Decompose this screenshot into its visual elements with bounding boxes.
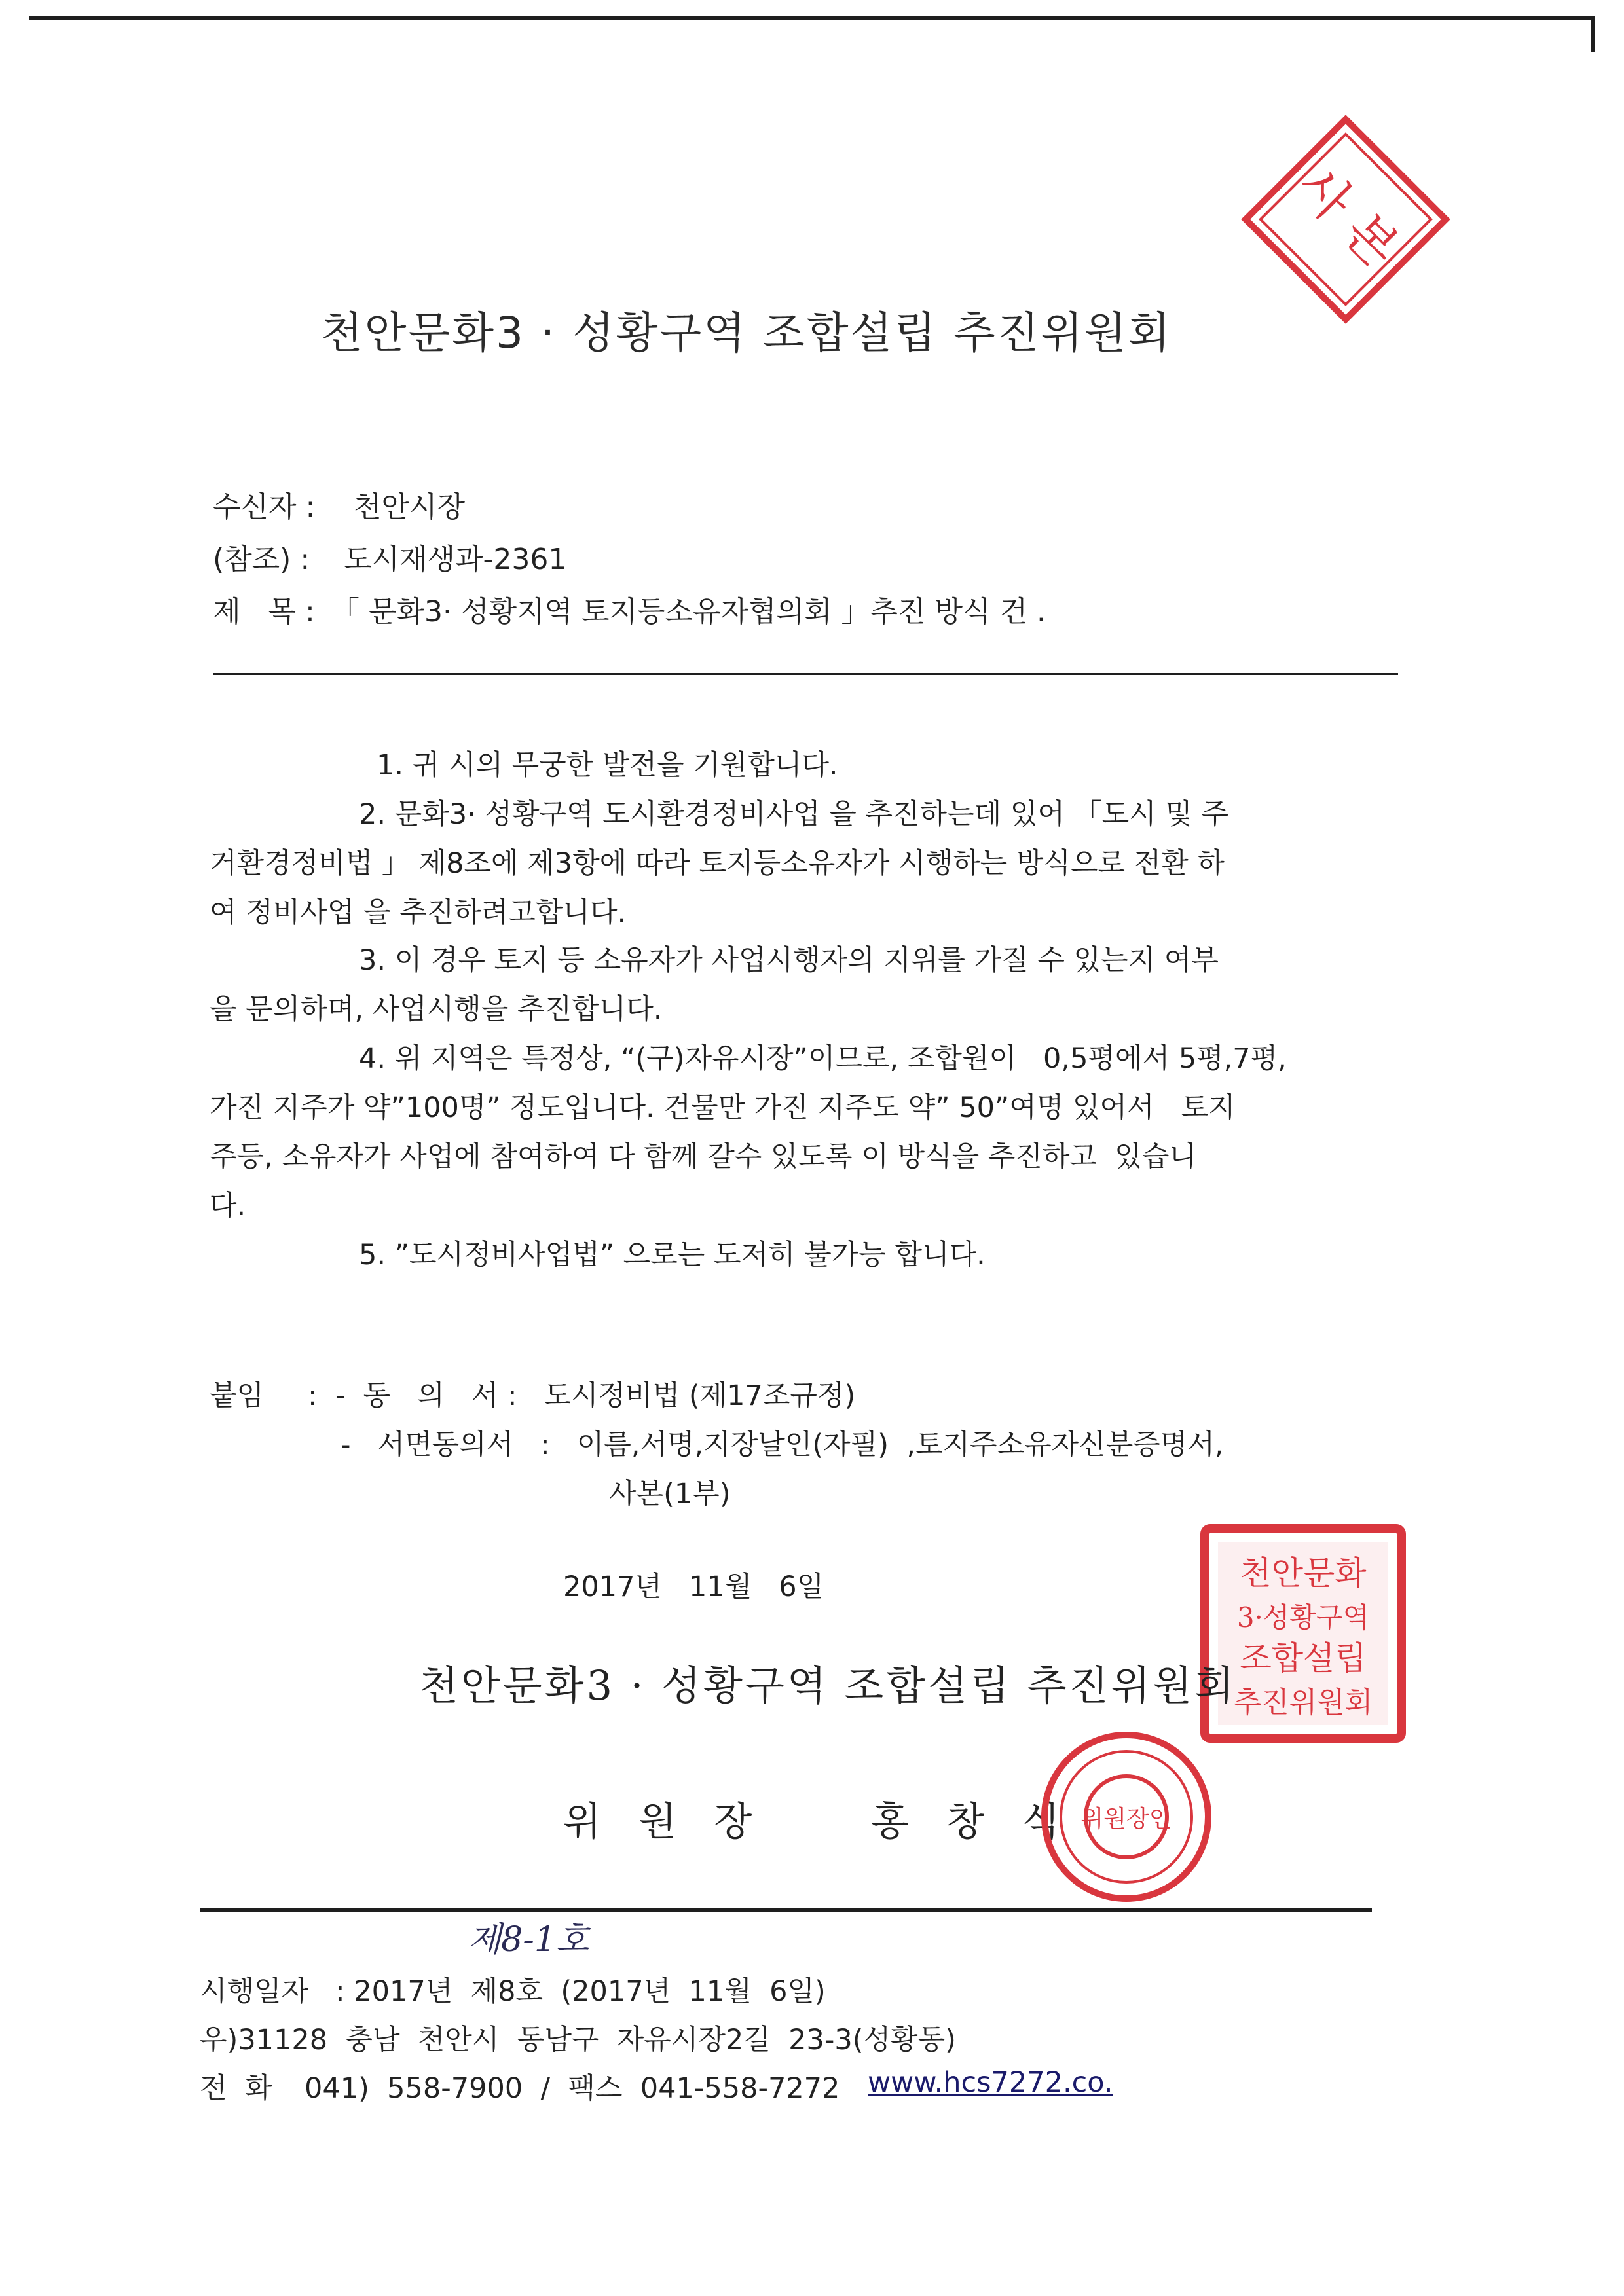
paragraph-4-line-3: 주등, 소유자가 사업에 참여하여 다 함께 갈수 있도록 이 방식을 추진하고 있습니: [210, 1140, 1196, 1173]
top-border-corner: [1591, 16, 1595, 52]
address: 우)31128 충남 천안시 동남구 자유시장2길 23-3(성황동): [200, 2024, 956, 2056]
website-link[interactable]: www.hcs7272.co.: [868, 2066, 1113, 2099]
seal-line-2: 3·성황구역: [1236, 1601, 1370, 1633]
paragraph-3-line-1: 3. 이 경우 토지 등 소유자가 사업시행자의 지위를 가질 수 있는지 여부: [359, 944, 1219, 977]
top-border-rule: [29, 16, 1595, 20]
phone-fax: 041) 558-7900 / 팩스 041-558-7272: [304, 2072, 840, 2105]
paragraph-1: 1. 귀 시의 무궁한 발전을 기원합니다.: [377, 749, 838, 782]
seal-line-1: 천안문화: [1240, 1554, 1367, 1592]
chairman-seal: [1038, 1728, 1215, 1905]
handwritten-note: [462, 1912, 632, 1964]
paragraph-4-line-4: 다.: [210, 1190, 246, 1222]
reference-label: (참조) :: [213, 543, 310, 576]
document-title: 천안문화3 · 성황구역 조합설립 추진위원회: [321, 308, 1172, 358]
subject: 「 문화3· 성황지역 토지등소유자협의회 」추진 방식 건 .: [331, 595, 1046, 629]
paragraph-3-line-2: 을 문의하며, 사업시행을 추진합니다.: [210, 993, 663, 1026]
paragraph-4-line-1: 4. 위 지역은 특정상, “(구)자유시장”이므로, 조합원이 0,5평에서 5평,7평,: [359, 1042, 1287, 1075]
attachment-item-2-cont: 사본(1부): [609, 1478, 731, 1510]
attachment-label: 붙임: [210, 1379, 265, 1412]
handwritten-note-text: 제8-1호: [468, 1920, 589, 1959]
reference: 도시재생과-2361: [344, 543, 567, 576]
organization-name: 천안문화3 · 성황구역 조합설립 추진위원회: [419, 1662, 1237, 1709]
paragraph-2-line-2: 거환경정비법 」 제8조에 제3항에 따라 토지등소유자가 시행하는 방식으로 전환 하: [210, 847, 1225, 880]
header-divider: [213, 673, 1398, 675]
seal-line-4: 추진위원회: [1233, 1686, 1373, 1719]
enforcement-info: 시행일자 : 2017년 제8호 (2017년 11월 6일): [200, 1975, 826, 2008]
copy-stamp: [1234, 108, 1456, 330]
seal-line-3: 조합설립: [1240, 1639, 1367, 1677]
phone-label: 전 화: [200, 2072, 272, 2105]
paragraph-5: 5. ”도시정비사업법” 으로는 도저히 불가능 합니다.: [359, 1239, 986, 1271]
attachment-item-2: - 서면동의서 : 이름,서명,지장날인(자필) ,토지주소유자신분증명서,: [341, 1429, 1224, 1461]
organization-seal: [1198, 1522, 1408, 1745]
subject-label: 제 목 :: [213, 595, 315, 629]
paragraph-4-line-2: 가진 지주가 약”100명” 정도입니다. 건물만 가진 지주도 약” 50”여명 있어서 토지: [210, 1091, 1236, 1124]
attachment-item-1: : - 동 의 서 : 도시정비법 (제17조규정): [308, 1379, 856, 1412]
signatory-role: 위 원 장: [563, 1799, 752, 1845]
document-date: 2017년 11월 6일: [563, 1571, 824, 1603]
copy-stamp-text: 사 본: [1285, 156, 1409, 280]
paragraph-2-line-3: 여 정비사업 을 추진하려고합니다.: [210, 896, 627, 929]
footer-divider: [200, 1908, 1372, 1912]
recipient-label: 수신자 :: [213, 490, 316, 524]
signatory-name: 홍 창 식: [871, 1799, 1060, 1845]
recipient: 천안시장: [354, 490, 466, 524]
paragraph-2-line-1: 2. 문화3· 성황구역 도시환경정비사업 을 추진하는데 있어 「도시 및 주: [359, 798, 1229, 831]
chairman-seal-text: 위원장인: [1080, 1806, 1172, 1832]
